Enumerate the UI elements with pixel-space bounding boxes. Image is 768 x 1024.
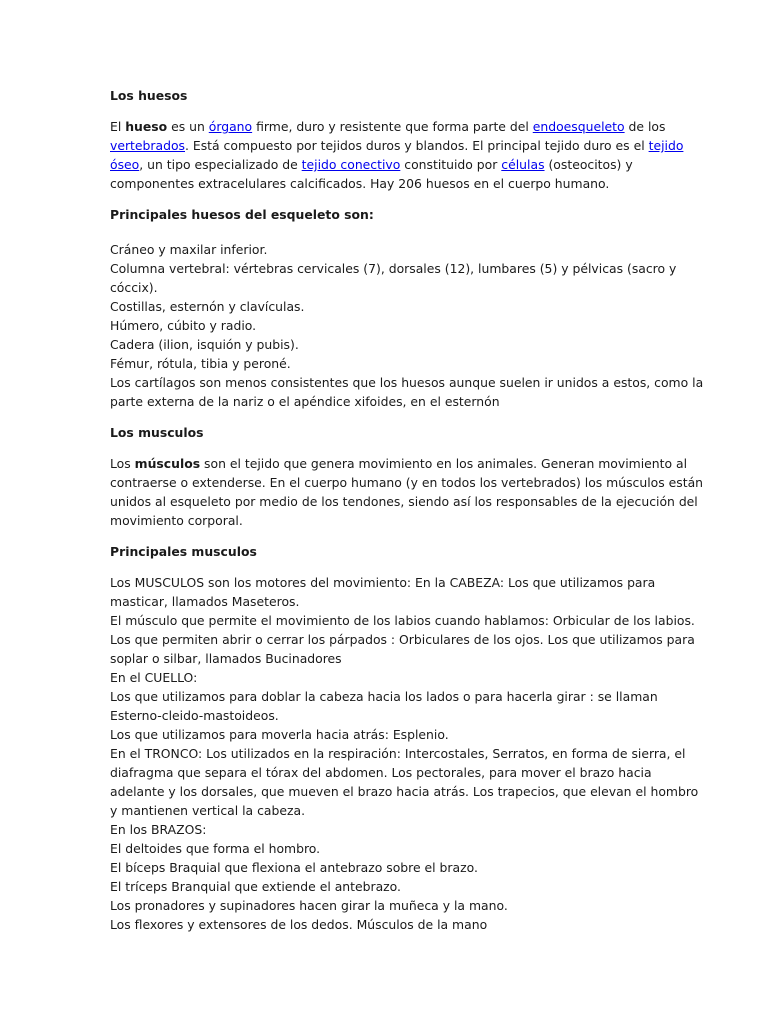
link-organo[interactable]: órgano xyxy=(208,119,253,134)
link-tejido-conectivo[interactable]: tejido conectivo xyxy=(301,157,401,172)
section-title-huesos: Los huesos xyxy=(110,88,188,103)
text-line: componentes extracelulares calcificados. Hay 206 huesos en el cuerpo humano. xyxy=(110,176,610,191)
document-body xyxy=(110,86,704,934)
list-item: Los pronadores y supinadores hacen girar la muñeca y la mano. xyxy=(110,898,508,913)
list-item: Costillas, esternón y clavículas. xyxy=(110,299,305,314)
text-run: , un tipo especializado de xyxy=(139,157,302,172)
link-endoesqueleto[interactable]: endoesqueleto xyxy=(532,119,625,134)
list-item: soplar o silbar, llamados Bucinadores xyxy=(110,651,342,666)
text-run: es un xyxy=(167,119,209,134)
list-item: El bíceps Braquial que flexiona el antebrazo sobre el brazo. xyxy=(110,860,478,875)
list-item: En el CUELLO: xyxy=(110,670,198,685)
link-tejido-oseo-cont[interactable]: óseo xyxy=(110,157,140,172)
text-run: . Está compuesto por tejidos duros y blandos. El principal tejido duro es el xyxy=(185,138,649,153)
text-line xyxy=(110,454,688,473)
list-item: El tríceps Branquial que extiende el antebrazo. xyxy=(110,879,401,894)
list-item: Húmero, cúbito y radio. xyxy=(110,318,257,333)
list-item: Los cartílagos son menos consistentes que los huesos aunque suelen ir unidos a estos, como la xyxy=(110,375,704,390)
text-line: contraerse o extenderse. En el cuerpo humano (y en todos los vertebrados) los músculos están xyxy=(110,475,704,490)
list-item: cóccix). xyxy=(110,280,158,295)
list-musculos xyxy=(110,573,699,934)
subtitle-principales-musculos: Principales musculos xyxy=(110,544,257,559)
list-huesos xyxy=(110,240,704,411)
list-item: Esterno-cleido-mastoideos. xyxy=(110,708,279,723)
list-item: Los que utilizamos para doblar la cabeza hacia los lados o para hacerla girar : se llaman xyxy=(110,689,658,704)
text-line xyxy=(110,155,670,174)
list-item: Los flexores y extensores de los dedos. Músculos de la mano xyxy=(110,917,488,932)
list-item: Cráneo y maxilar inferior. xyxy=(110,242,268,257)
paragraph-huesos xyxy=(110,117,684,193)
list-item: diafragma que separa el tórax del abdomen. Los pectorales, para mover el brazo hacia xyxy=(110,765,652,780)
text-line: movimiento corporal. xyxy=(110,513,243,528)
list-item: Los que permiten abrir o cerrar los párpados : Orbiculares de los ojos. Los que utilizamos para xyxy=(110,632,695,647)
link-celulas[interactable]: células xyxy=(501,157,545,172)
link-tejido-oseo[interactable]: tejido xyxy=(648,138,684,153)
list-item: adelante y los dorsales, que mueven el brazo hacia atrás. Los trapecios, que elevan el hombro xyxy=(110,784,699,799)
text-run: son el tejido que genera movimiento en los animales. Generan movimiento al xyxy=(200,456,688,471)
list-item: masticar, llamados Maseteros. xyxy=(110,594,300,609)
bold-term-musculos: músculos xyxy=(134,456,201,471)
paragraph-musculos xyxy=(110,454,704,530)
text-run: Los xyxy=(110,456,135,471)
subtitle-principales-huesos: Principales huesos del esqueleto son: xyxy=(110,207,374,222)
list-item: El deltoides que forma el hombro. xyxy=(110,841,321,856)
bold-term-hueso: hueso xyxy=(125,119,168,134)
list-item: Los MUSCULOS son los motores del movimiento: En la CABEZA: Los que utilizamos para xyxy=(110,575,656,590)
list-item: Los que utilizamos para moverla hacia atrás: Esplenio. xyxy=(110,727,449,742)
text-line xyxy=(110,117,670,136)
list-item: En los BRAZOS: xyxy=(110,822,207,837)
text-run: constituido por xyxy=(400,157,502,172)
list-item: En el TRONCO: Los utilizados en la respiración: Intercostales, Serratos, en forma de sierra, el xyxy=(110,746,686,761)
text-run: El xyxy=(110,119,126,134)
list-item: Cadera (ilion, isquión y pubis). xyxy=(110,337,299,352)
list-item: parte externa de la nariz o el apéndice xifoides, en el esternón xyxy=(110,394,500,409)
text-run: (osteocitos) y xyxy=(544,157,633,172)
list-item: Fémur, rótula, tibia y peroné. xyxy=(110,356,291,371)
text-line xyxy=(110,136,684,155)
text-run: de los xyxy=(624,119,666,134)
text-run: firme, duro y resistente que forma parte del xyxy=(252,119,533,134)
text-line: unidos al esqueleto por medio de los tendones, siendo así los responsables de la ejecución del xyxy=(110,494,698,509)
list-item: Columna vertebral: vértebras cervicales (7), dorsales (12), lumbares (5) y pélvicas (sacro y xyxy=(110,261,677,276)
link-vertebrados[interactable]: vertebrados xyxy=(110,138,185,153)
list-item: y mantienen vertical la cabeza. xyxy=(110,803,306,818)
list-item: El músculo que permite el movimiento de los labios cuando hablamos: Orbicular de los labios. xyxy=(110,613,695,628)
section-title-musculos: Los musculos xyxy=(110,425,204,440)
